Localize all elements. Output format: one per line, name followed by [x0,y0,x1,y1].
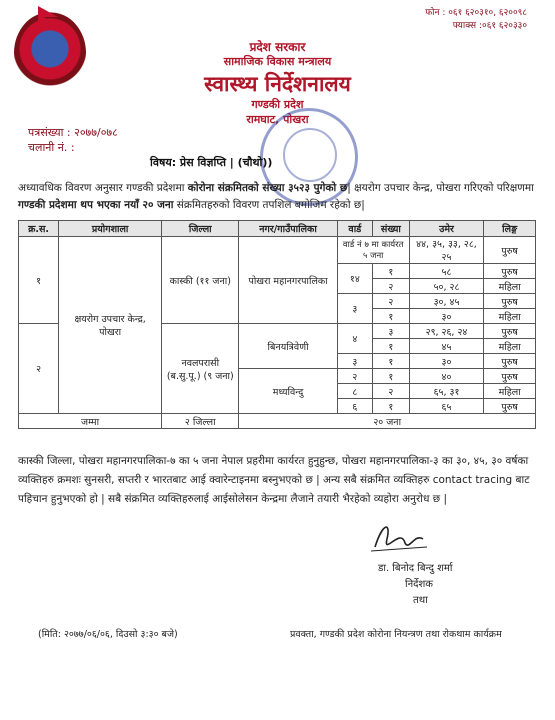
spokesperson-line: प्रवक्ता, गण्डकी प्रदेश कोरोना नियन्त्रण तथा रोकथाम कार्यक्रम [290,629,502,640]
table-cell: ३ [337,294,372,324]
table-cell: क्षयरोग उपचार केन्द्र, पोखरा [59,237,162,414]
table-cell: पुरुष [484,399,536,414]
table-header: प्रयोगशाला [59,221,162,237]
table-header: नगर/गाउँपालिका [239,221,337,237]
table-cell: १ [373,369,410,384]
table-cell: पुरुष [484,369,536,384]
contact-phone: फोन : ०६१ ६२०३१०, ६२००९८ [425,8,527,18]
table-cell: २ [373,279,410,294]
table-cell: वार्ड नं ७ मा कार्यरत ५ जना [337,237,409,264]
table-cell: २ [373,294,410,309]
table-cell: नवलपरासी (ब.सु.पू.) (९ जना) [162,324,239,414]
intro-paragraph [18,180,538,214]
table-cell: महिला [484,309,536,324]
table-cell: १ [373,339,410,354]
table-cell: ३० [409,354,484,369]
release-date: (मिति: २०७७/०६/०६, दिउसो ३:३० बजे) [38,629,178,640]
body-paragraph: कास्की जिल्ला, पोखरा महानगरपालिका-७ का ५ जना नेपाल प्रहरीमा कार्यरत हुनुहुन्छ, पोखरा महानगरपालिका-३ का ३०, ४५, ३० वर्षका व्यक्तिहरु क्रमशः सुनसरी, सप्तरी र भारतबाट आई क्वारेन्टाइनमा बस्नुभएको छ | अन्य सबै संक्रमित व्यक्तिहरु contact tracing बाट पहिचान हुनुभएको हो | सबै संक्रमित व्यक्तिहरुलाई आईसोलेसन केन्द्रमा लैजाने तयारी भैरहेको व्यहोरा अनुरोध छ | [18,455,530,505]
table-cell: पुरुष [484,354,536,369]
table-cell: १ [373,264,410,279]
contact-fax: फ्याक्स :०६१ ६२०३३० [452,21,527,31]
total-count: २० जना [239,414,536,429]
table-header-row [19,221,536,237]
table-row [19,237,536,264]
table-cell: ३० [409,309,484,324]
table-cell: महिला [484,339,536,354]
table-header: क्र.स. [19,221,59,237]
table-cell: ३ [337,354,372,369]
table-cell: १ [19,237,59,324]
table-header: लिङ्ग [484,221,536,237]
table-cell: मध्यविन्दु [239,369,337,414]
signatory-extra: तथा [413,595,428,606]
table-cell: ५०, २८ [409,279,484,294]
table-total-row [19,414,536,429]
header-line-4: गण्डकी प्रदेश [251,98,304,111]
table-cell: ४५ [409,339,484,354]
table-cell: २ [337,369,372,384]
table-cell: ६ [337,399,372,414]
table-cell: महिला [484,279,536,294]
table-cell: ५८ [409,264,484,279]
signatory-title: निर्देशक [405,579,433,590]
table-cell: ४४, ३५, ३३, २८, २५ [409,237,484,264]
reference-number: पत्रसंख्या : २०७७/०७८ [28,126,118,139]
table-header: वार्ड [337,221,372,237]
table-cell: २ [373,384,410,399]
table-header: उमेर [409,221,484,237]
intro-text-3: संक्रमितहरुको विवरण तपशिल बमोजिम रहेको छ| [173,199,365,211]
table-cell: महिला [484,384,536,399]
table-cell: पुरुष [484,324,536,339]
table-cell: ३०, ४५ [409,294,484,309]
handwritten-signature [365,517,433,557]
intro-bold-1: कोरोना संक्रमितको संख्या ३५२३ पुगेको छ [187,182,348,194]
table-cell: ६५ [409,399,484,414]
table-cell: २ [19,324,59,414]
table-cell: १ [373,309,410,324]
intro-bold-2: गण्डकी प्रदेशमा थप भएका नयाँ २० जना [18,199,174,211]
table-cell: ३ [373,324,410,339]
table-cell: १ [373,354,410,369]
table-cell: ६५, ३१ [409,384,484,399]
table-cell: ४ [337,324,372,354]
subject-line: विषय: प्रेस विज्ञप्ति | (चौथो)) [150,156,273,169]
table-cell: पोखरा महानगरपालिका [239,237,337,324]
intro-text-2: | क्षयरोग उपचार केन्द्र, पोखरा गरिएको परिक्षणमा [347,182,534,194]
total-label: जम्मा [19,414,162,429]
office-stamp-inner [283,128,337,182]
table-cell: कास्की (११ जना) [162,237,239,324]
header-line-2: सामाजिक विकास मन्त्रालय [223,55,332,68]
table-header: जिल्ला [162,221,239,237]
cases-table [18,220,536,429]
table-header: संख्या [373,221,410,237]
table-cell: पुरुष [484,237,536,264]
header-line-3: स्वास्थ्य निर्देशनालय [204,72,351,96]
dispatch-number: चलानी नं. : [28,141,75,154]
table-cell: ८ [337,384,372,399]
intro-text-1: अध्यावधिक विवरण अनुसार गण्डकी प्रदेशमा [18,182,188,194]
table-cell: पुरुष [484,294,536,309]
total-district: २ जिल्ला [162,414,239,429]
header-line-1: प्रदेश सरकार [249,40,306,54]
table-cell: १ [373,399,410,414]
table-cell: ४० [409,369,484,384]
table-cell: बिनयत्रिवेणी [239,324,337,369]
table-cell: पुरुष [484,264,536,279]
table-cell: १४ [337,264,372,294]
table-cell: २९, २६, २४ [409,324,484,339]
header-line-5: रामघाट, पोखरा [246,113,309,126]
signatory-name: डा. बिनोद बिन्दु शर्मा [378,563,453,574]
